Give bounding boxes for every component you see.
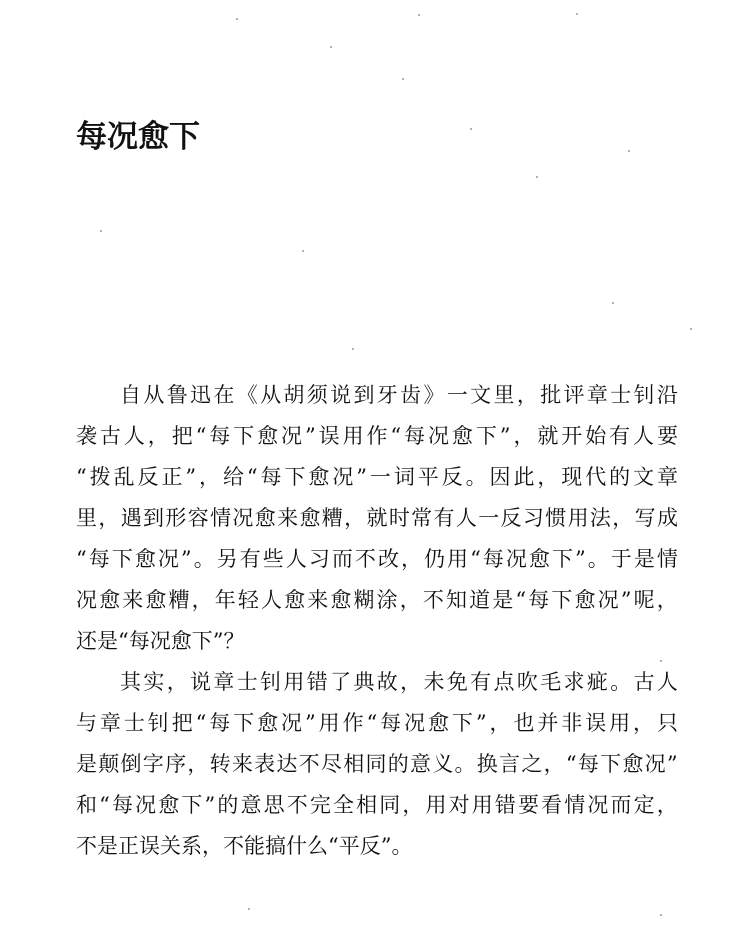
text-line: 里 ， 遇 到 形 容 情 况 愈 来 愈 糟 ， 就 时 常 有 人 一 反 习 惯 用 法 ， 写 成 [76, 506, 678, 530]
text-line: 况 愈 来 愈 糟 ， 年 轻 人 愈 来 愈 糊 涂 ， 不 知 道 是 “ 每 下 愈 况 ” 呢 ， [76, 588, 678, 612]
text-line: 袭 古 人 ， 把 “ 每 下 愈 况 ” 误 用 作 “ 每 况 愈 下 ” ， 就 开 始 有 人 要 [76, 424, 678, 448]
text-line: 其 实 ， 说 章 士 钊 用 错 了 典 故 ， 未 免 有 点 吹 毛 求 疵 。 古 人 [120, 670, 678, 694]
scan-speck [248, 908, 250, 910]
text-line: 是 颠 倒 字 序 ， 转 来 表 达 不 尽 相 同 的 意 义 。 换 言 之 ， “ 每 下 愈 况 ” [76, 752, 678, 776]
scan-speck [660, 914, 662, 916]
scan-speck [660, 660, 662, 662]
scan-speck [302, 250, 304, 252]
paragraph-1 [76, 375, 678, 662]
scan-speck [100, 230, 102, 232]
text-line: “ 拨 乱 反 正 ” ， 给 “ 每 下 愈 况 ” 一 词 平 反 。 因 此 ， 现 代 的 文 章 [76, 465, 678, 489]
scan-speck [576, 13, 578, 15]
text-line: 还是“每况愈下”？ [76, 629, 245, 653]
paragraph-2 [76, 662, 678, 867]
scan-speck [690, 328, 692, 330]
scan-speck [418, 14, 420, 16]
scan-speck [470, 128, 472, 130]
scan-speck [536, 176, 538, 178]
page-title: 每况愈下 [76, 119, 200, 155]
text-line: 不是正误关系，不能搞什么“平反”。 [76, 834, 413, 858]
scan-speck [628, 150, 630, 152]
text-line: 和 “ 每 况 愈 下 ” 的 意 思 不 完 全 相 同 ， 用 对 用 错 要 看 情 况 而 定 ， [76, 793, 678, 817]
scan-speck [402, 78, 404, 80]
scan-speck [612, 302, 614, 304]
text-line: “ 每 下 愈 况 ” 。 另 有 些 人 习 而 不 改 ， 仍 用 “ 每 况 愈 下 ” 。 于 是 情 [76, 547, 678, 571]
text-line: 与 章 士 钊 把 “ 每 下 愈 况 ” 用 作 “ 每 况 愈 下 ” ， 也 并 非 误 用 ， 只 [76, 711, 678, 735]
scan-speck [236, 18, 238, 20]
body-text [76, 375, 678, 867]
scan-speck [330, 46, 332, 48]
scan-speck [352, 348, 354, 350]
text-line: 自 从 鲁 迅 在 《 从 胡 须 说 到 牙 齿 》 一 文 里 ， 批 评 章 士 钊 沿 [120, 383, 678, 407]
